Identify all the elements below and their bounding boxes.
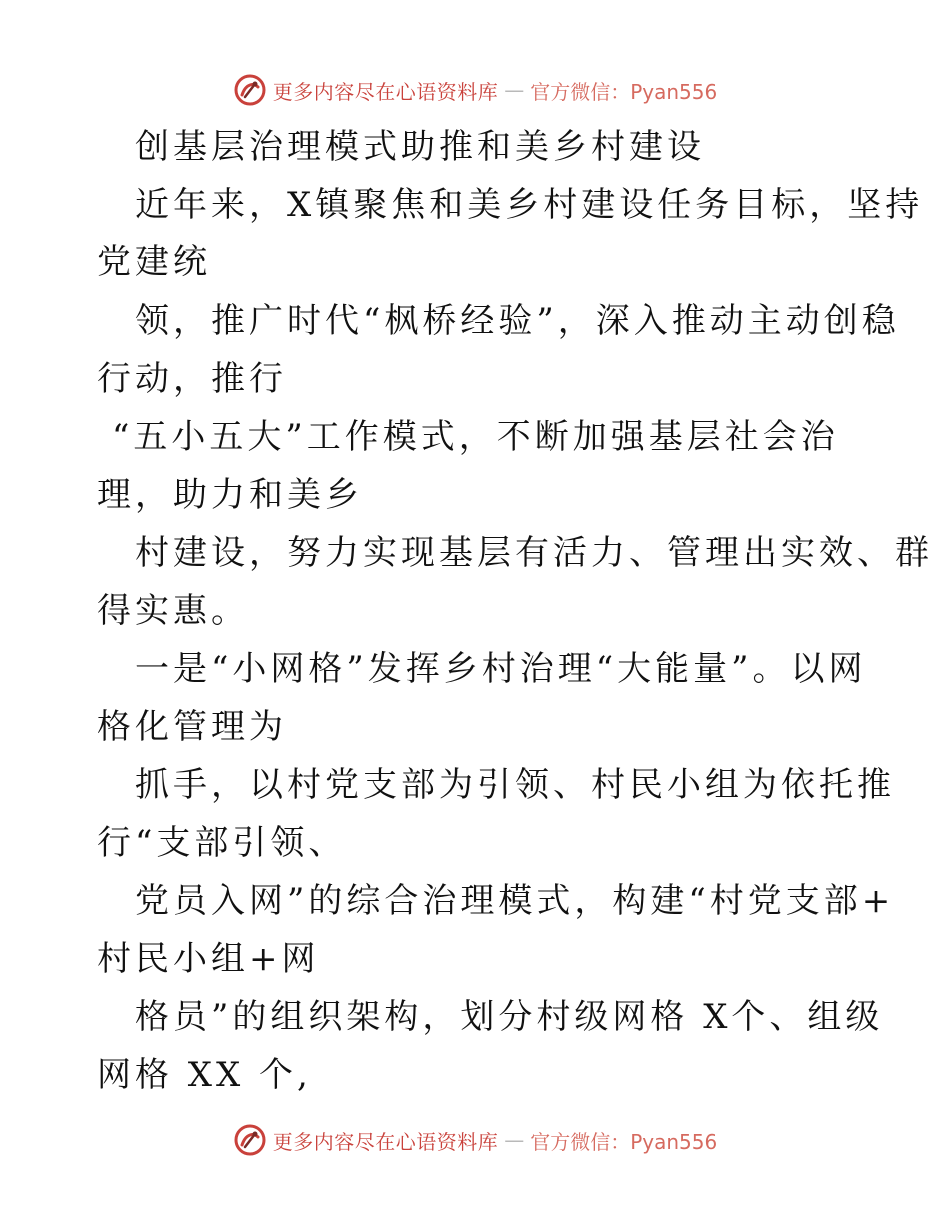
paragraph-line: “五小五大”工作模式，不断加强基层社会治	[112, 417, 839, 457]
paragraph-line: 一是“小网格”发挥乡村治理“大能量”。以网	[135, 649, 867, 689]
paragraph-line: 党员入网”的综合治理模式，构建“村党支部+	[135, 881, 895, 921]
stamp-logo-icon	[233, 1123, 267, 1157]
paragraph-line: 领，推广时代“枫桥经验”，深入推动主动创稳	[135, 301, 900, 341]
stamp-logo-icon	[233, 73, 267, 107]
paragraph-line: 理，助力和美乡	[97, 475, 363, 515]
paragraph-line: 近年来，X镇聚焦和美乡村建设任务目标，坚持	[135, 185, 924, 225]
paragraph-line: 行动，推行	[97, 359, 287, 399]
paragraph-line: 得实惠。	[97, 591, 249, 631]
paragraph-line: 党建统	[97, 242, 211, 282]
paragraph-line: 格员”的组织架构，划分村级网格 X个、组级	[135, 997, 884, 1037]
watermark-contact-text: 官方微信：Pyan556	[530, 79, 718, 104]
paragraph-line: 村民小组+网	[97, 939, 320, 979]
paragraph-line: 抓手，以村党支部为引领、村民小组为依托推	[135, 765, 895, 805]
watermark-main-text: 更多内容尽在心语资料库	[272, 1129, 499, 1154]
paragraph-line: 村建设，努力实现基层有活力、管理出实效、群	[135, 533, 933, 573]
document-title: 创基层治理模式助推和美乡村建设	[135, 127, 705, 167]
paragraph-line: 行“支部引领、	[97, 823, 347, 863]
footer-watermark	[0, 1122, 950, 1158]
paragraph-line: 格化管理为	[97, 707, 287, 747]
watermark-contact-text: 官方微信：Pyan556	[530, 1129, 718, 1154]
watermark-main-text: 更多内容尽在心语资料库	[272, 79, 499, 104]
watermark-separator: —	[504, 78, 525, 102]
watermark-separator: —	[504, 1128, 525, 1152]
paragraph-line: 网格 XX 个,	[97, 1055, 312, 1095]
header-watermark	[0, 72, 950, 108]
